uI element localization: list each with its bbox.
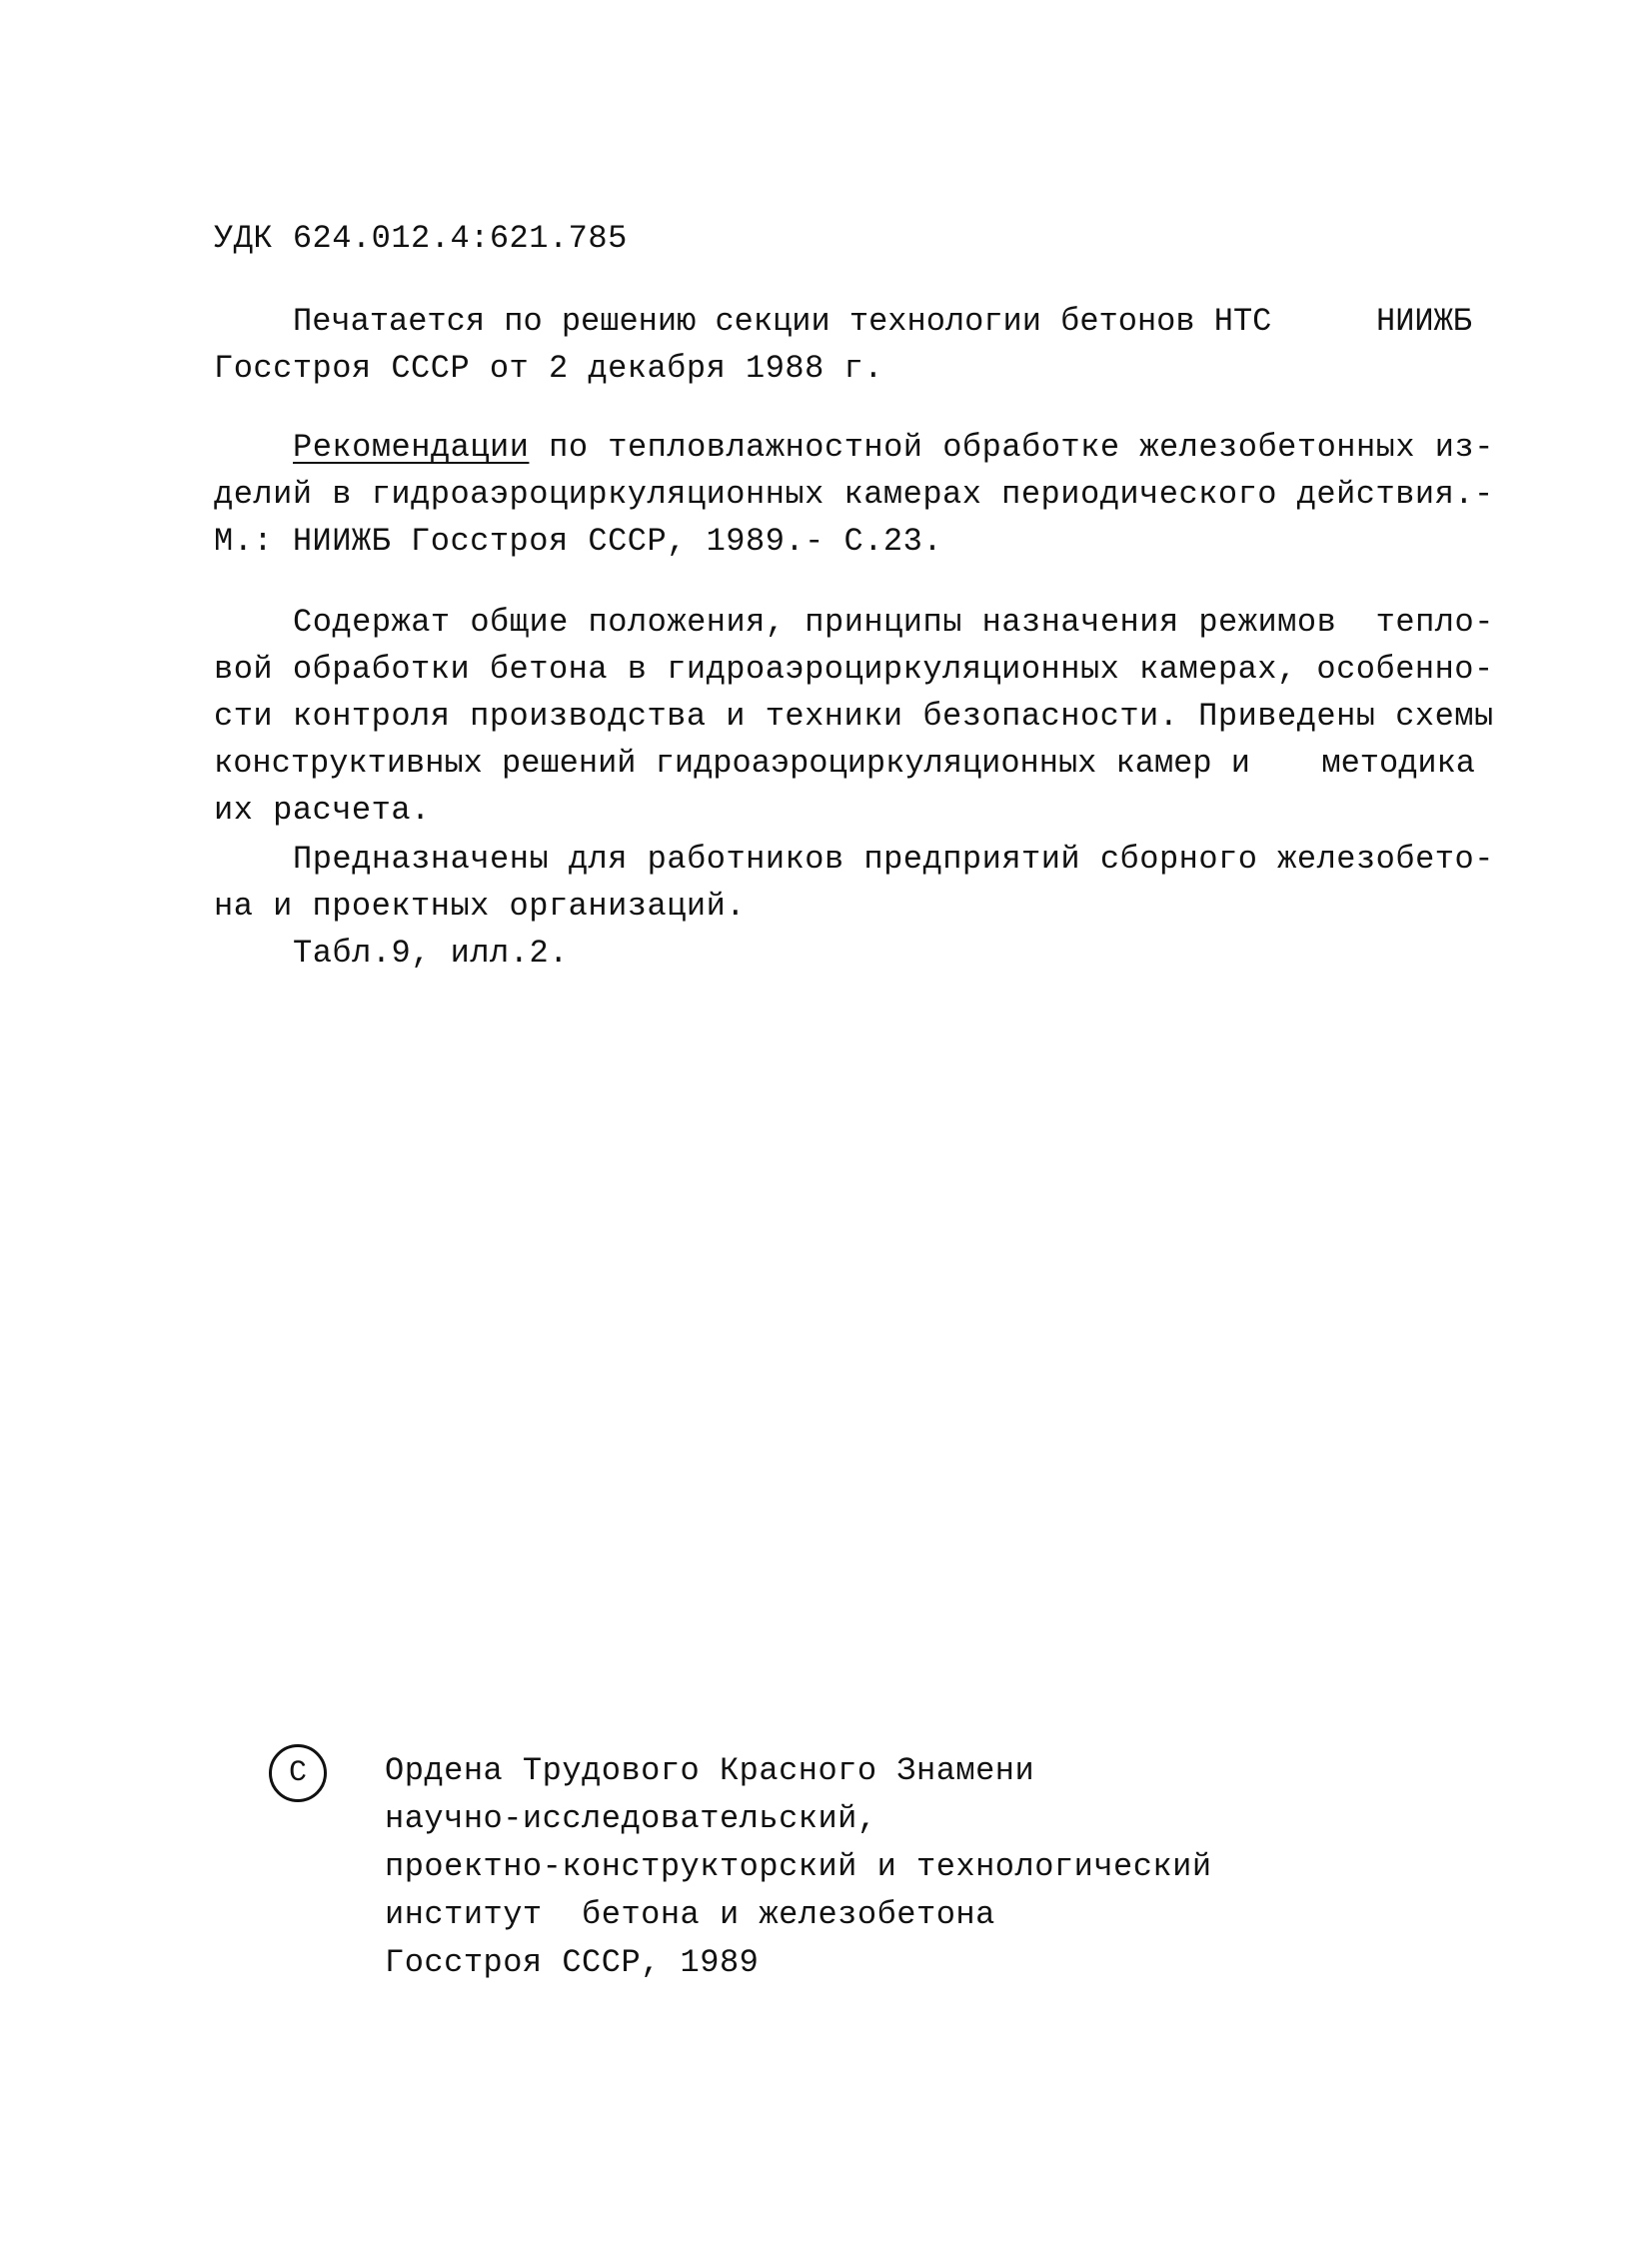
copyright-line-2: научно-исследовательский,: [385, 1800, 877, 1837]
print-decision-institute: НИИЖБ: [1375, 303, 1472, 340]
copyright-line-3: проектно-конструкторский и технологический: [385, 1848, 1212, 1885]
abstract-line-1: Содержат общие положения, принципы назначения режимов тепло-: [293, 604, 1494, 641]
copyright-symbol: C: [288, 1756, 307, 1790]
citation-line-3: М.: НИИЖБ Госстроя СССР, 1989.- С.23.: [214, 523, 943, 560]
citation-line-2: делий в гидроаэроциркуляционных камерах периодического действия.-: [214, 476, 1494, 513]
tables-illustrations-count: Табл.9, илл.2.: [293, 935, 569, 972]
abstract-line-3: сти контроля производства и техники безопасности. Приведены схемы: [214, 698, 1494, 735]
udk-code: УДК 624.012.4:621.785: [214, 220, 628, 257]
abstract-line-2: вой обработки бетона в гидроаэроциркуляционных камерах, особенно-: [214, 651, 1494, 688]
print-decision-line-2: Госстроя СССР от 2 декабря 1988 г.: [214, 350, 883, 387]
abstract-line-4-right: методика: [1321, 745, 1475, 782]
copyright-line-1: Ордена Трудового Красного Знамени: [385, 1752, 1035, 1789]
copyright-icon: [269, 1744, 327, 1802]
abstract-line-6: Предназначены для работников предприятий сборного железобето-: [293, 841, 1494, 878]
citation-line-1-rest: по тепловлажностной обработке железобетонных из-: [529, 429, 1494, 466]
print-decision-line-1: [293, 302, 1472, 342]
abstract-line-4-left: конструктивных решений гидроаэроциркуляционных камер и: [214, 745, 1250, 782]
copyright-line-5: Госстроя СССР, 1989: [385, 1944, 760, 1981]
abstract-line-7: на и проектных организаций.: [214, 888, 746, 925]
abstract-line-5: их расчета.: [214, 792, 431, 829]
print-decision-text: Печатается по решению секции технологии бетонов НТС: [293, 303, 1272, 340]
abstract-line-4: [214, 744, 1475, 784]
copyright-line-4: институт бетона и железобетона: [385, 1896, 995, 1933]
citation-line-1: [293, 428, 1494, 468]
citation-title-word: Рекомендации: [293, 429, 530, 466]
